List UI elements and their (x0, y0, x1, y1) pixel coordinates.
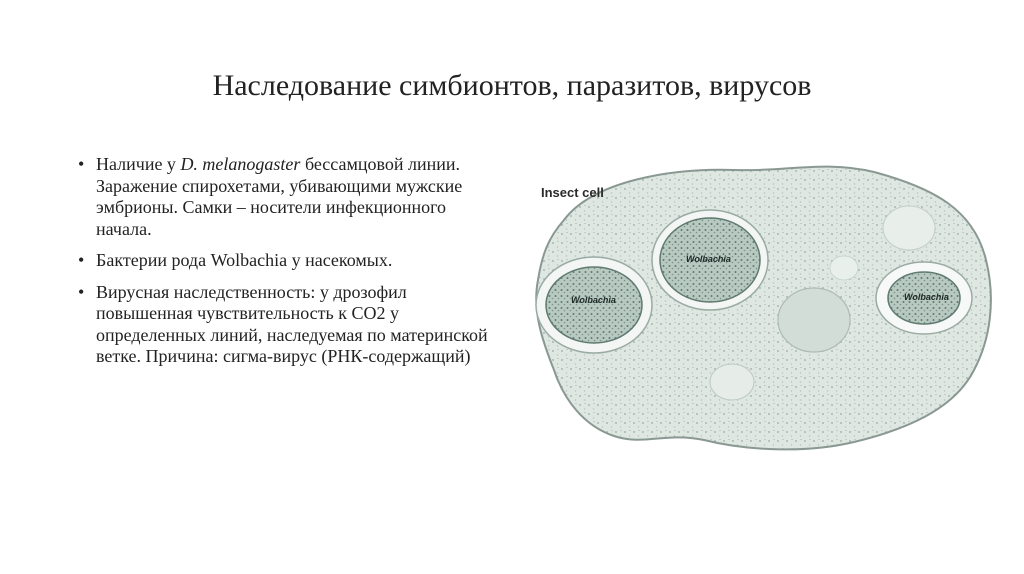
bullet-item-2 (76, 250, 496, 272)
bullet-marker: • (78, 250, 85, 270)
insect-cell-micrograph (524, 150, 1000, 480)
organelle-shape (883, 206, 935, 250)
wolbachia-bacterium (546, 267, 642, 343)
bullet-item-3 (76, 282, 496, 368)
insect-cell-label: Insect cell (541, 185, 604, 200)
species-name: D. melanogaster (180, 154, 301, 174)
bullet-marker: • (78, 281, 85, 302)
wolbachia-label: Wolbachia (571, 295, 616, 305)
bullet-1-text-end: бессамцовой линии. Заражение спирохетами, убивающими мужские эмбрионы. Самки – носители инфекционного начала. (96, 154, 463, 239)
organelle-shape (710, 364, 754, 400)
bullet-2-text: Бактерии рода Wolbachia у насекомых. (96, 250, 393, 270)
wolbachia-label: Wolbachia (904, 292, 949, 302)
bullet-marker: • (78, 154, 85, 174)
wolbachia-label: Wolbachia (686, 254, 731, 264)
bullet-1-text-start: Наличие у (96, 154, 181, 174)
bullet-list (76, 154, 496, 378)
organelle-shape (830, 256, 858, 280)
bullet-3-text: Вирусная наследственность: у дрозофил повышенная чувствительность к СО2 у определенных линий, наследуемая по материнской ветке. Причина: сигма-вирус (РНК-содержащий) (96, 281, 488, 366)
bullet-item-1 (76, 154, 496, 240)
organelle-shape (778, 288, 850, 352)
slide-title: Наследование симбионтов, паразитов, вирусов (212, 69, 812, 102)
